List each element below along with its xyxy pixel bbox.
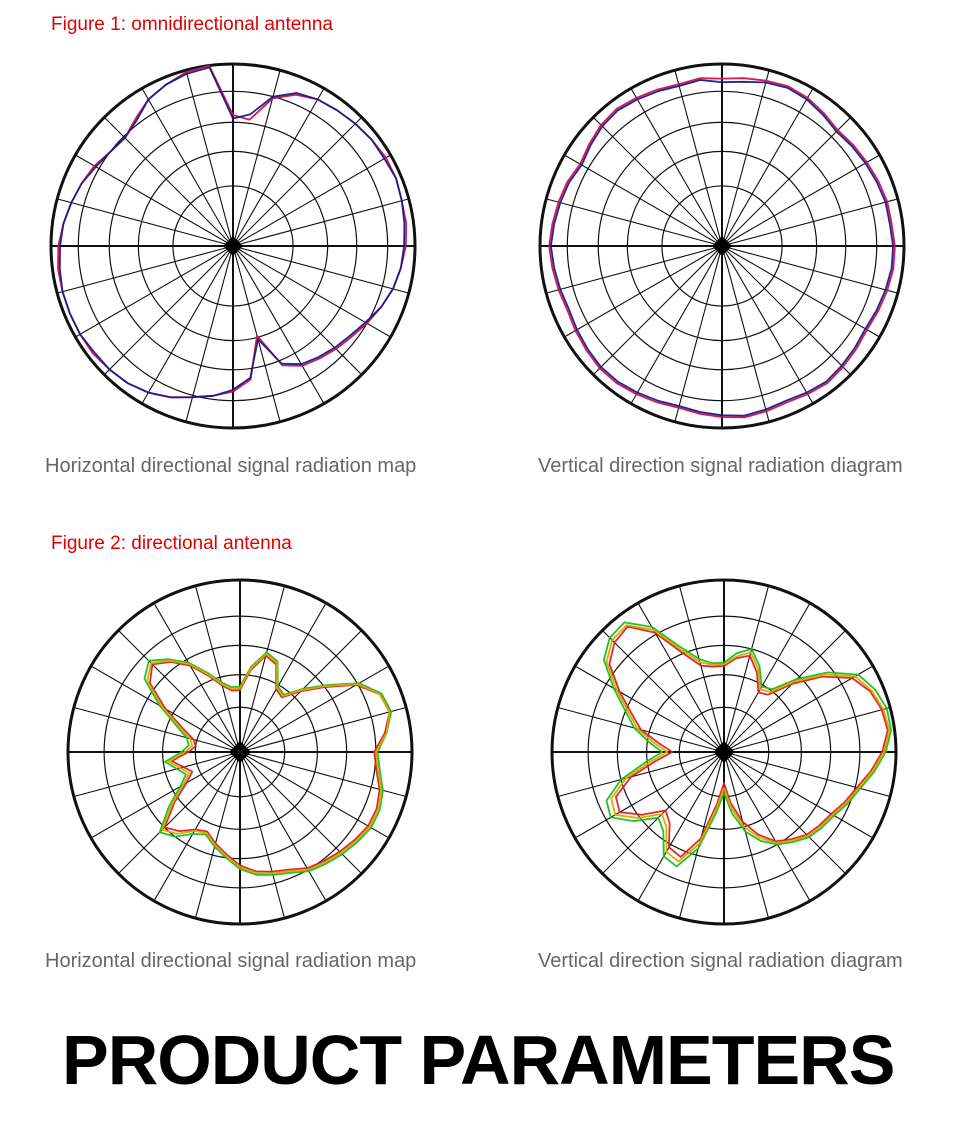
spoke-105 [233,246,409,293]
omni-horizontal-polar-chart [33,46,433,446]
spoke-210 [631,246,722,404]
figure-2-title: Figure 2: directional antenna [51,533,292,554]
spoke-165 [722,246,769,422]
directional-horizontal-polar-chart [40,552,440,952]
spoke-300 [75,155,233,246]
directional-vertical-caption: Vertical direction signal radiation diagram [538,950,903,972]
spoke-135 [233,246,362,375]
spoke-315 [593,117,722,246]
spoke-210 [638,752,724,901]
spoke-255 [57,246,233,293]
omni-vertical-svg [522,46,922,446]
spoke-105 [722,246,898,293]
spoke-285 [57,199,233,246]
spoke-45 [722,117,851,246]
spoke-330 [631,88,722,246]
spoke-60 [722,155,880,246]
omni-vertical-polar-chart [522,46,922,446]
directional-horizontal-svg [40,552,440,952]
omni-horizontal-caption: Horizontal directional signal radiation map [45,455,417,477]
spoke-15 [722,70,769,246]
spoke-315 [602,630,724,752]
spoke-150 [724,752,810,901]
spoke-135 [240,752,362,874]
spoke-150 [722,246,813,404]
spoke-240 [75,246,233,337]
spoke-225 [104,246,233,375]
spoke-45 [724,630,846,752]
spoke-240 [564,246,722,337]
spoke-195 [675,246,722,422]
series-1-curve [150,656,390,872]
spoke-210 [142,246,233,404]
spoke-210 [154,752,240,901]
spoke-315 [104,117,233,246]
spoke-345 [675,70,722,246]
spoke-330 [142,88,233,246]
spoke-330 [638,603,724,752]
spoke-135 [722,246,851,375]
directional-horizontal-caption: Horizontal directional signal radiation map [45,950,417,972]
spoke-225 [593,246,722,375]
spoke-75 [233,199,409,246]
directional-vertical-svg [524,552,924,952]
product-parameters-heading: PRODUCT PARAMETERS [62,1021,895,1099]
spoke-330 [154,603,240,752]
spoke-150 [240,752,326,901]
spoke-345 [186,70,233,246]
spoke-60 [233,155,391,246]
omni-vertical-caption: Vertical direction signal radiation diagram [538,455,903,477]
spoke-315 [118,630,240,752]
spoke-285 [546,199,722,246]
spoke-135 [724,752,846,874]
spoke-30 [724,603,810,752]
spoke-30 [722,88,813,246]
spoke-30 [233,88,324,246]
figure-1-title: Figure 1: omnidirectional antenna [51,14,334,35]
directional-vertical-polar-chart [524,552,924,952]
spoke-45 [233,117,362,246]
spoke-300 [564,155,722,246]
spoke-30 [240,603,326,752]
omni-horizontal-svg [33,46,433,446]
spoke-255 [546,246,722,293]
spoke-120 [240,752,389,838]
spoke-165 [233,246,280,422]
spoke-120 [722,246,880,337]
spoke-60 [240,666,389,752]
spoke-75 [722,199,898,246]
